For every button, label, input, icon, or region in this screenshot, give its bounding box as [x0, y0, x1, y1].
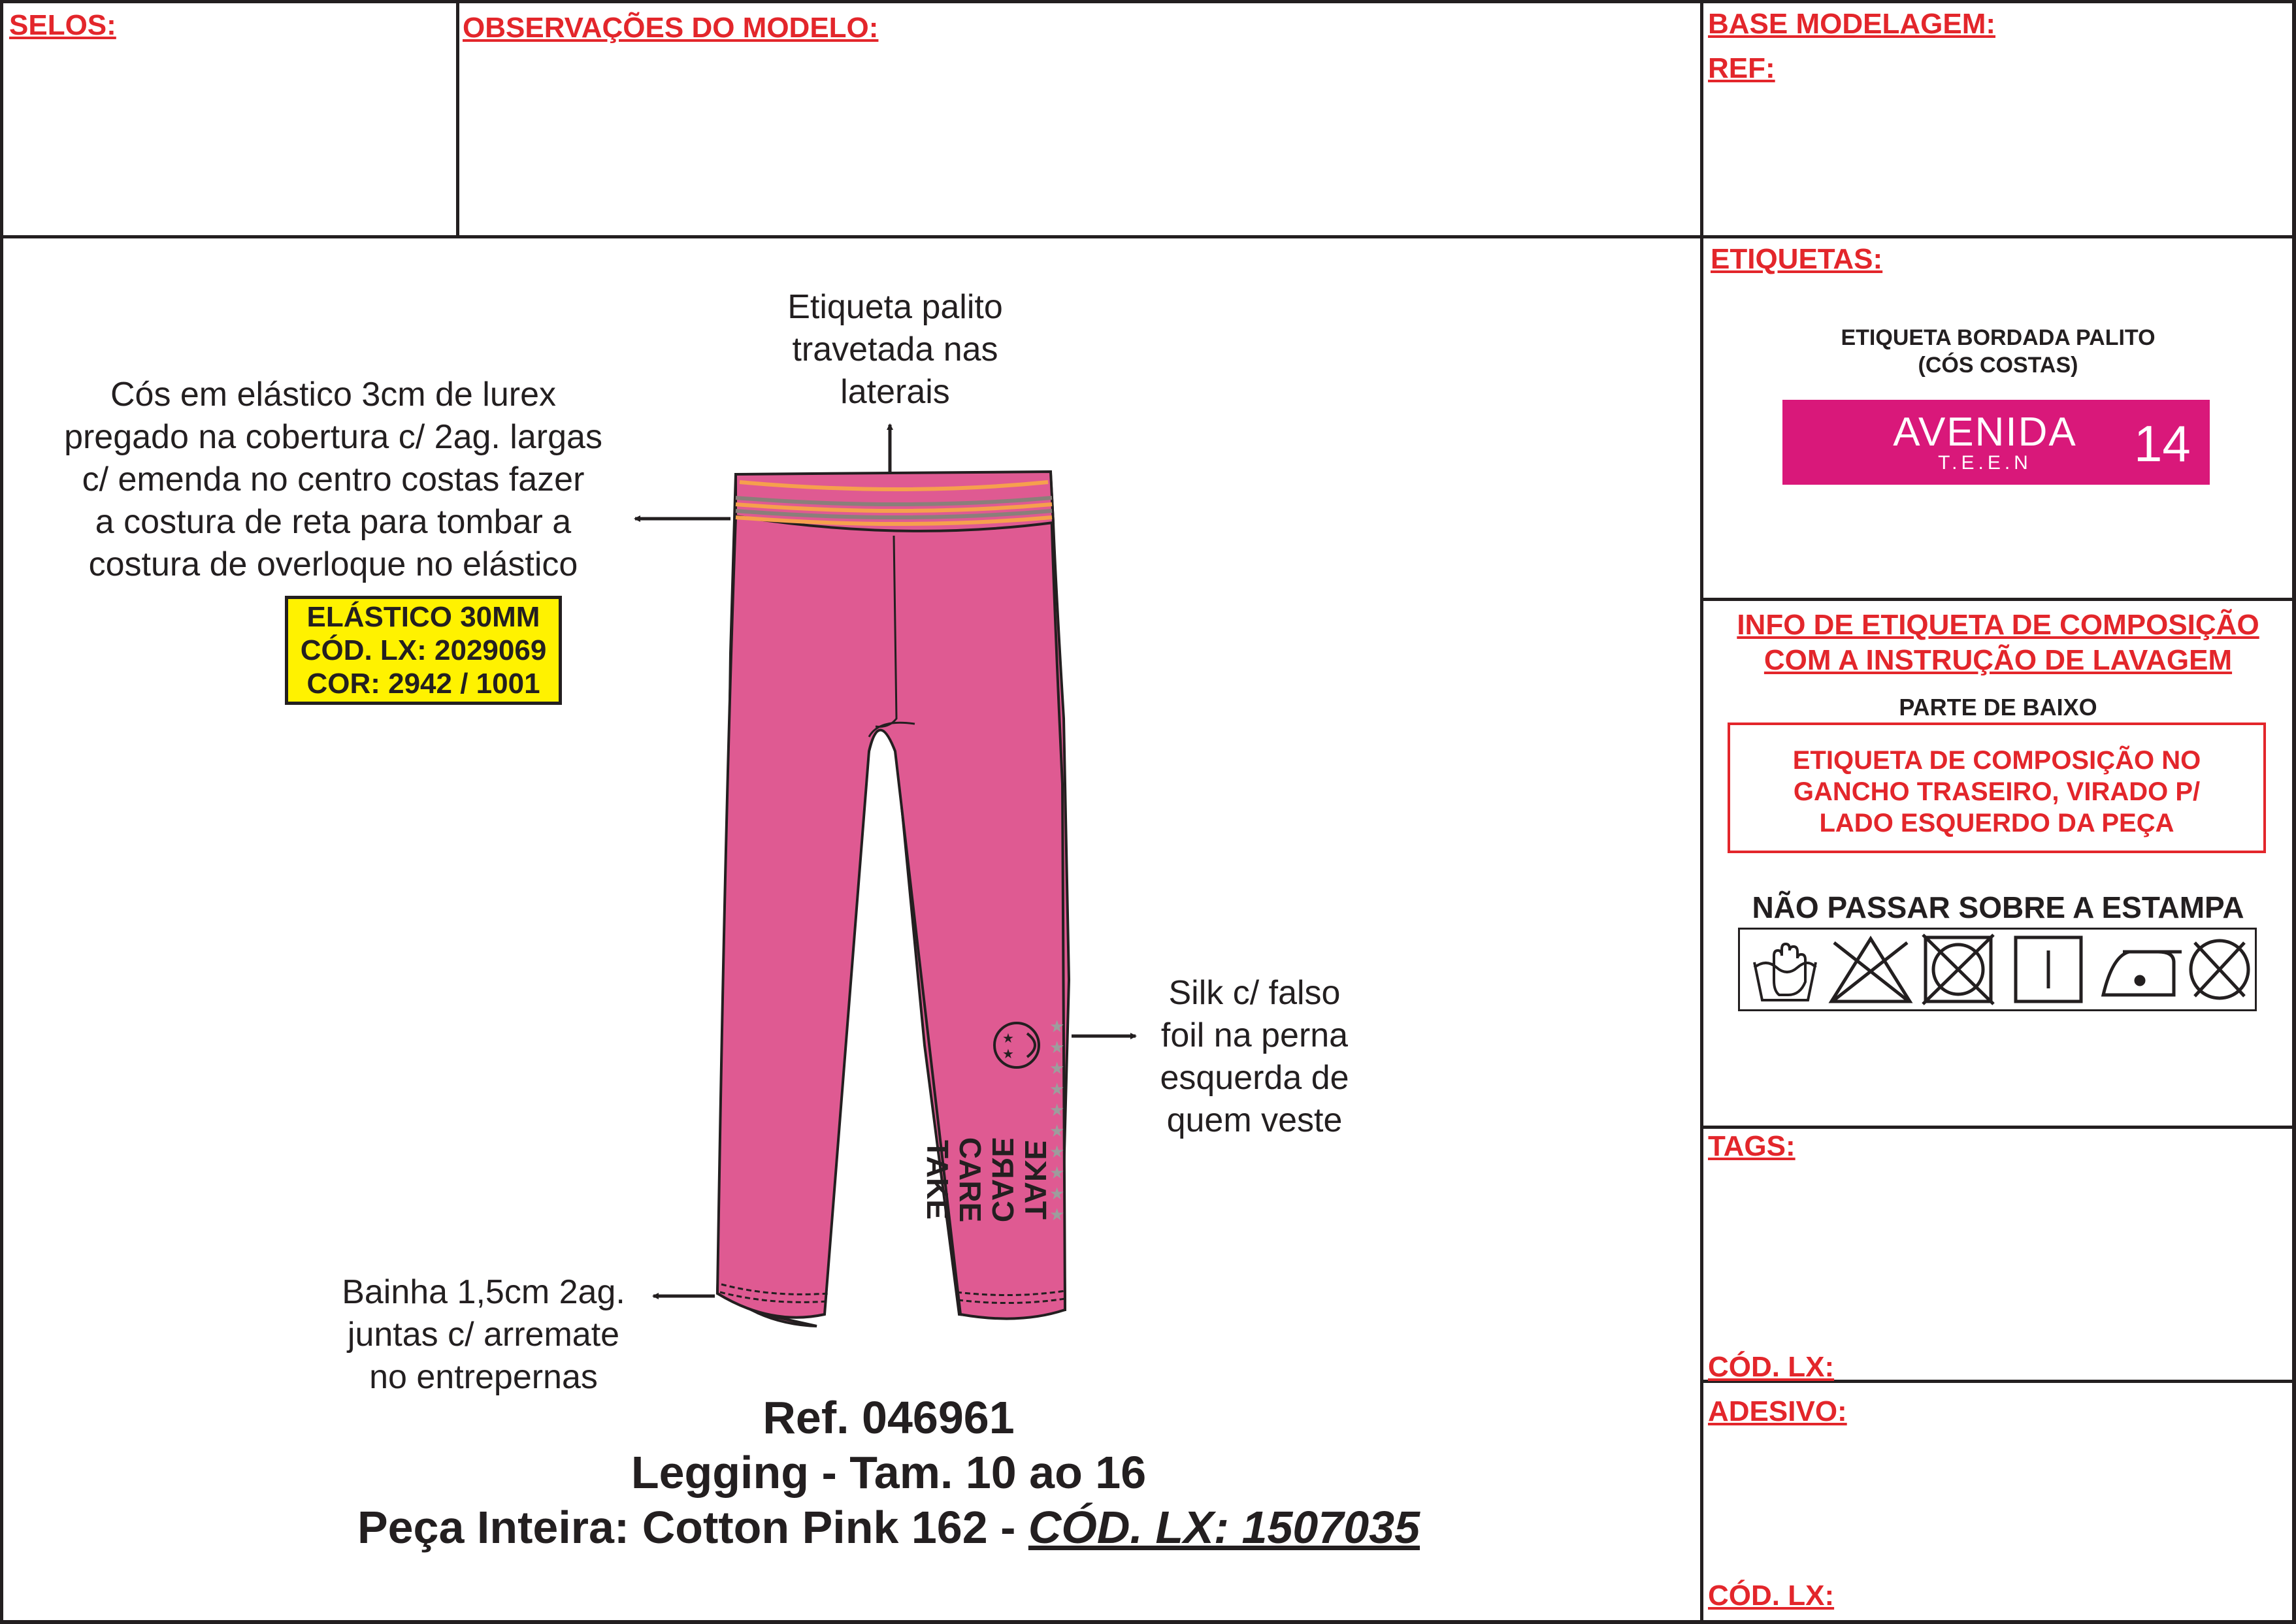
note-silk-line1: Silk c/ falso — [1168, 974, 1341, 1012]
parte-de-baixo: PARTE DE BAIXO — [1899, 694, 2097, 721]
svg-text:★: ★ — [1049, 1059, 1065, 1079]
adesivo-cod-lx: CÓD. LX: — [1708, 1580, 1835, 1612]
note-silk-line4: quem veste — [1166, 1101, 1343, 1139]
note-cos-line5: costura de overloque no elástico — [88, 545, 578, 583]
note-bainha-line3: no entrepernas — [369, 1358, 598, 1396]
svg-text:★: ★ — [1049, 1122, 1065, 1141]
note-bainha-line2: juntas c/ arremate — [347, 1316, 620, 1354]
svg-text:★: ★ — [1049, 1080, 1065, 1099]
print-line-1: TAKE CARE — [986, 1137, 1053, 1223]
etiqueta-title-line2: (CÓS COSTAS) — [1918, 353, 2078, 378]
tags-label: TAGS: — [1708, 1130, 1796, 1162]
footer-fabric-code: CÓD. LX: 1507035 — [1028, 1502, 1420, 1553]
svg-text:★: ★ — [1049, 1143, 1065, 1162]
info-title-line2: COM A INSTRUÇÃO DE LAVAGEM — [1763, 644, 2233, 676]
svg-text:★: ★ — [1002, 1046, 1014, 1062]
note-cos-line2: pregado na cobertura c/ 2ag. largas — [64, 418, 602, 456]
brand-name: AVENIDA — [1893, 410, 2077, 455]
footer-fabric — [196, 1500, 1581, 1555]
svg-text:★: ★ — [1002, 1030, 1014, 1046]
note-etiqueta-line1: Etiqueta palito — [787, 288, 1003, 326]
svg-text:★: ★ — [1049, 1184, 1065, 1204]
etiqueta-title-line1: ETIQUETA BORDADA PALITO — [1841, 325, 2156, 350]
note-etiqueta-palito — [719, 286, 1072, 414]
brand-size: 14 — [2134, 415, 2191, 472]
elastico-line2: CÓD. LX: 2029069 — [300, 634, 547, 666]
adesivo-label: ADESIVO: — [1708, 1395, 1847, 1427]
selos-label: SELOS: — [9, 9, 116, 41]
svg-text:★: ★ — [1049, 1163, 1065, 1183]
info-title-line1: INFO DE ETIQUETA DE COMPOSIÇÃO — [1737, 609, 2259, 641]
svg-text:★: ★ — [1049, 1205, 1065, 1225]
svg-text:★: ★ — [1049, 1017, 1065, 1037]
tags-cod-lx: CÓD. LX: — [1708, 1351, 1835, 1383]
base-modelagem-label: BASE MODELAGEM: — [1708, 8, 1995, 40]
footer-fabric-prefix: Peça Inteira: Cotton Pink 162 - — [357, 1502, 1028, 1553]
observacoes-label: OBSERVAÇÕES DO MODELO: — [463, 12, 879, 44]
note-cos-line3: c/ emenda no centro costas fazer — [82, 461, 585, 498]
note-silk — [1111, 972, 1398, 1142]
elastico-box — [285, 596, 562, 705]
composicao-line3: LADO ESQUERDO DA PEÇA — [1819, 809, 2174, 837]
note-silk-line3: esquerda de — [1160, 1059, 1349, 1097]
note-etiqueta-line3: laterais — [840, 373, 950, 411]
footer-product: Legging - Tam. 10 ao 16 — [631, 1447, 1147, 1498]
composicao-line1: ETIQUETA DE COMPOSIÇÃO NO — [1792, 746, 2201, 775]
nao-passar: NÃO PASSAR SOBRE A ESTAMPA — [1752, 890, 2244, 924]
elastico-line3: COR: 2942 / 1001 — [306, 668, 540, 700]
elastico-line1: ELÁSTICO 30MM — [306, 601, 540, 633]
note-bainha — [314, 1271, 653, 1399]
smiley-eyes — [1002, 1030, 1014, 1062]
composicao-line2: GANCHO TRASEIRO, VIRADO P/ — [1793, 777, 2201, 806]
note-silk-line2: foil na perna — [1160, 1016, 1349, 1054]
note-bainha-line1: Bainha 1,5cm 2ag. — [342, 1273, 625, 1311]
note-cos-line1: Cós em elástico 3cm de lurex — [110, 376, 557, 414]
note-cos-line4: a costura de reta para tombar a — [95, 503, 572, 541]
note-cos-elastico — [20, 374, 647, 586]
print-text — [921, 1095, 1053, 1265]
note-etiqueta-line2: travetada nas — [792, 331, 998, 368]
etiquetas-label: ETIQUETAS: — [1711, 243, 1883, 275]
footer-ref: Ref. 046961 — [763, 1392, 1015, 1443]
print-line-2: CARE TAKE — [921, 1137, 987, 1223]
svg-text:★: ★ — [1049, 1038, 1065, 1058]
brand-sub: T.E.E.N — [1938, 452, 2032, 474]
svg-text:★: ★ — [1049, 1101, 1065, 1120]
ref-label: REF: — [1708, 52, 1775, 84]
footer-info — [196, 1390, 1581, 1555]
